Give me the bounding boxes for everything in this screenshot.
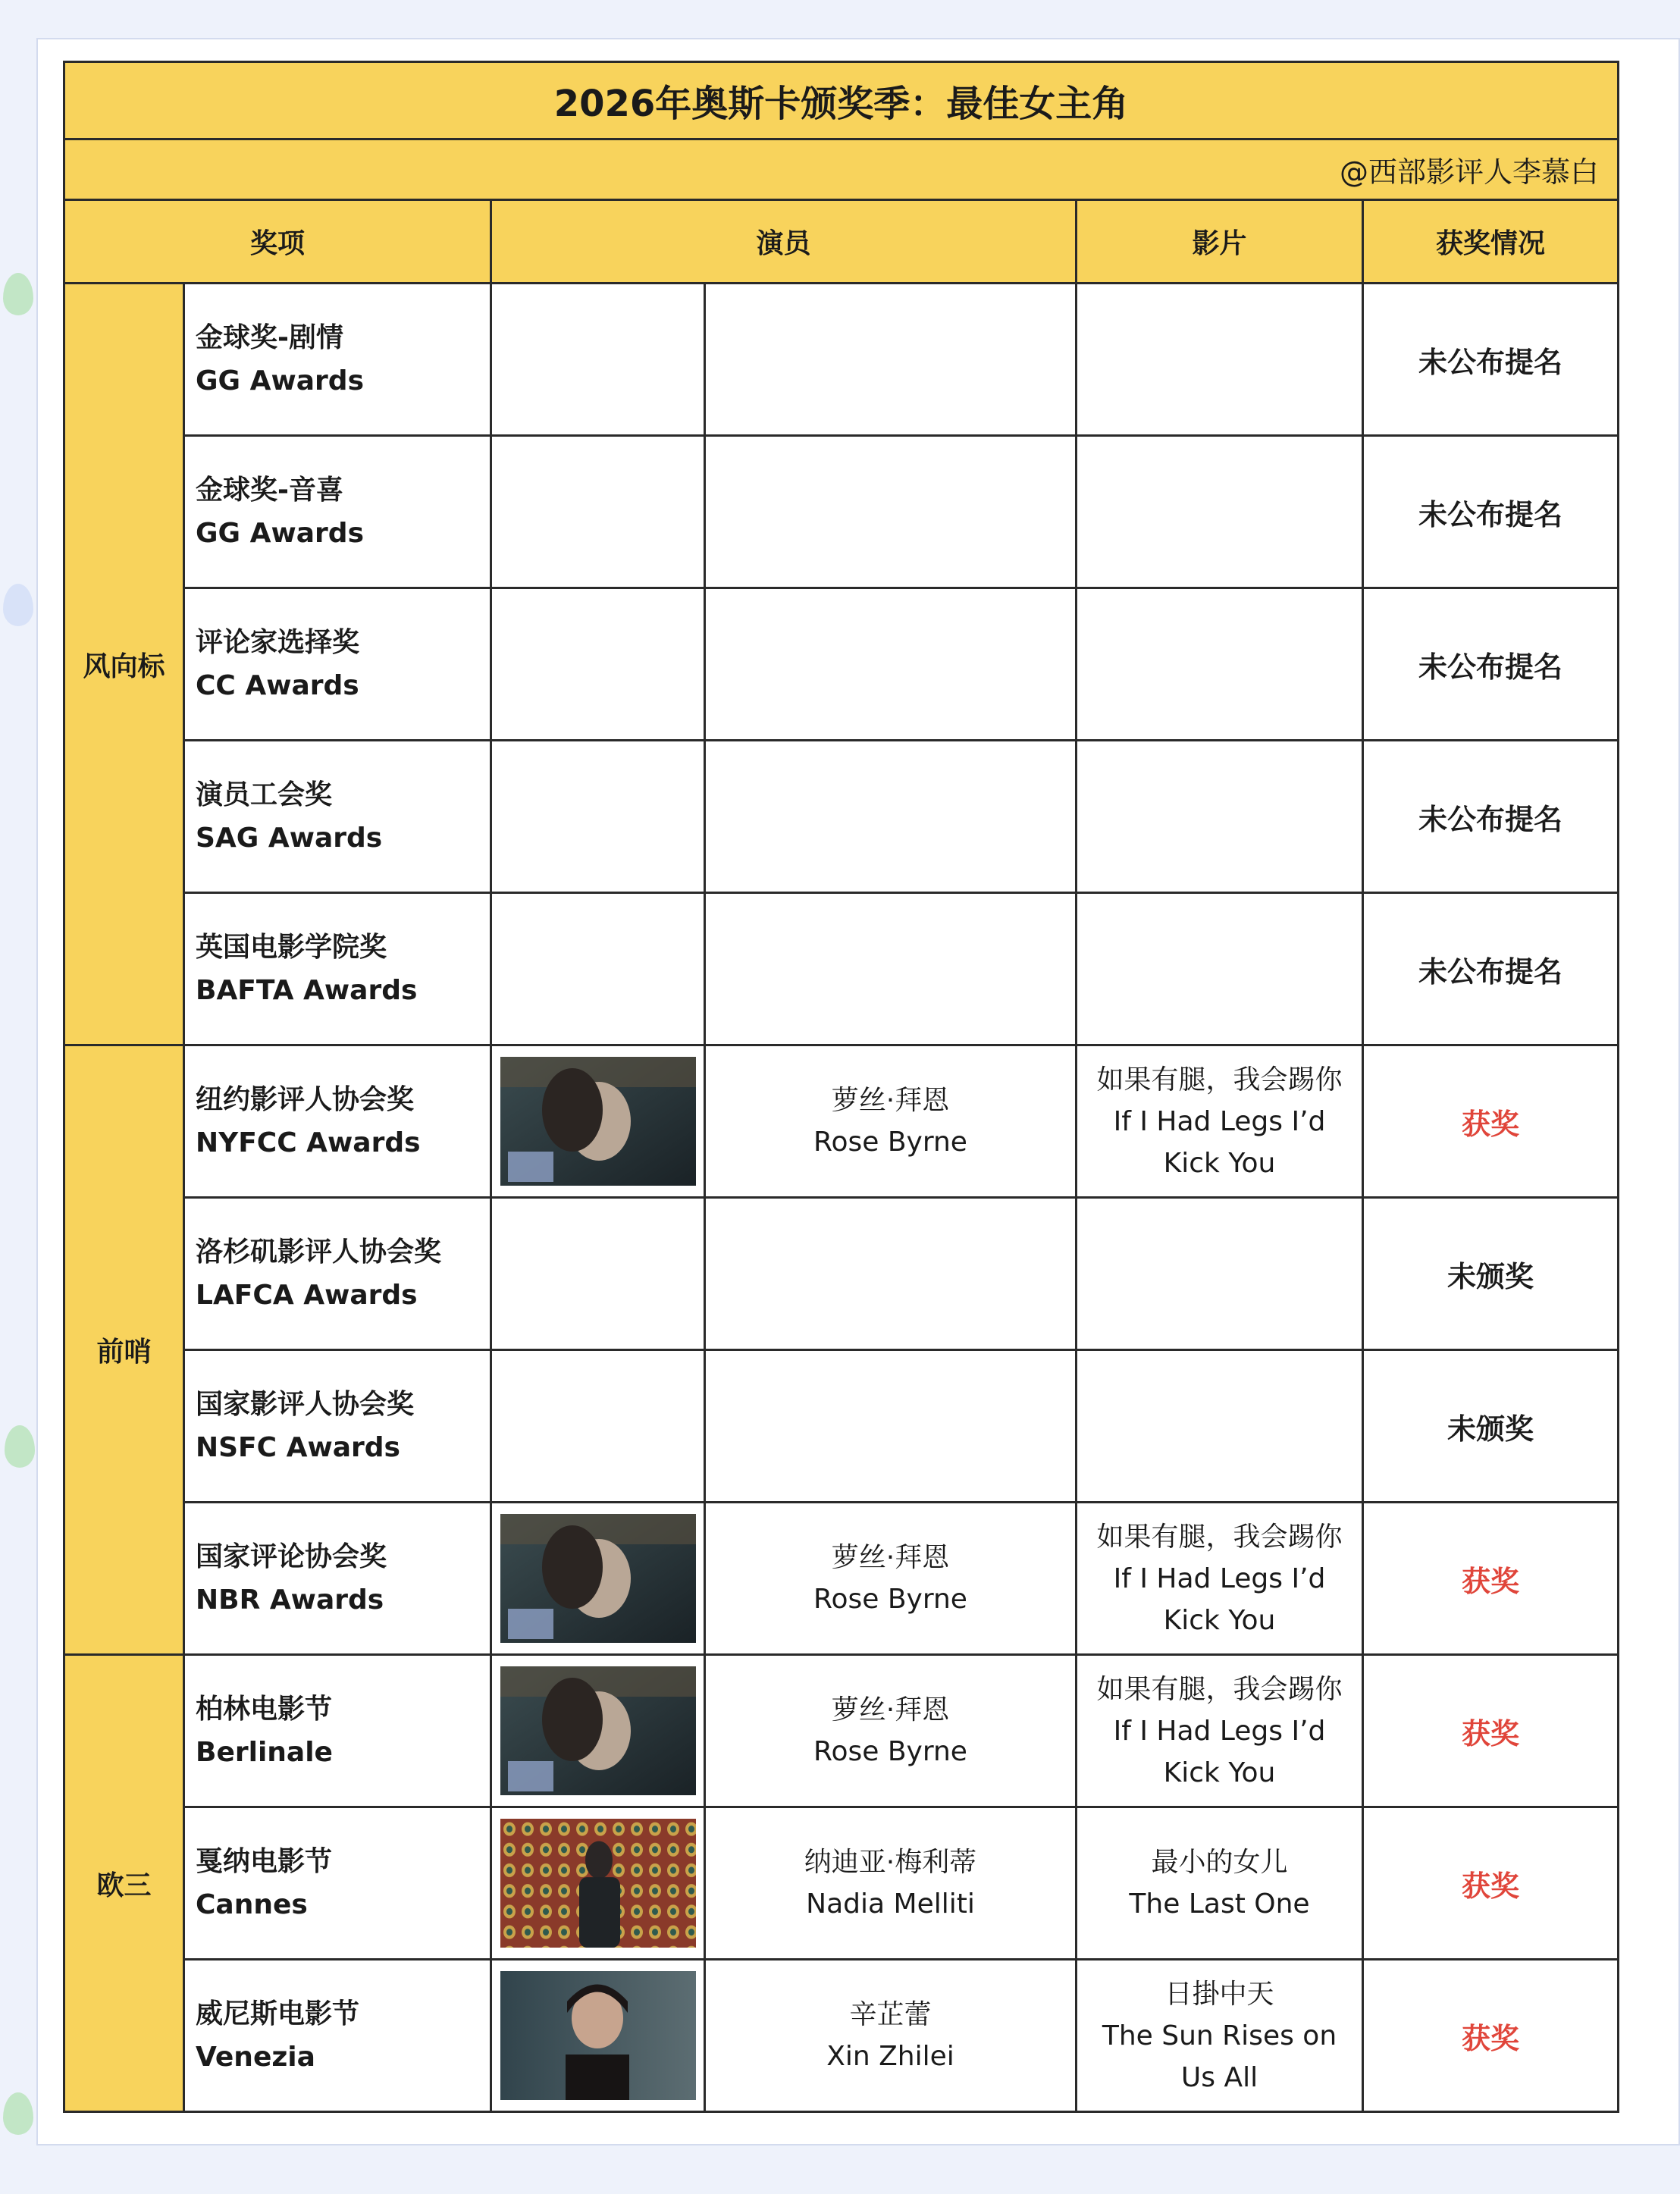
status-badge: 获奖 (1363, 1807, 1619, 1960)
actor-photo-cell (491, 1503, 705, 1655)
table-row (64, 284, 1619, 436)
decor-leaf-3 (5, 1425, 35, 1468)
page-title: 2026年奥斯卡颁奖季：最佳女主角 (64, 62, 1619, 139)
status-badge: 未公布提名 (1363, 893, 1619, 1045)
film-title: 日掛中天 The Sun Rises on Us All (1077, 1960, 1363, 2112)
table-row (64, 588, 1619, 741)
status-badge: 未公布提名 (1363, 588, 1619, 741)
award-name: 国家评论协会奖 NBR Awards (184, 1503, 491, 1655)
status-badge: 未公布提名 (1363, 741, 1619, 893)
author-credit: @西部影评人李慕白 (64, 139, 1619, 200)
status-badge: 未公布提名 (1363, 284, 1619, 436)
actor-name (705, 893, 1077, 1045)
actor-name (705, 1350, 1077, 1503)
actor-name: 辛芷蕾 Xin Zhilei (705, 1960, 1077, 2112)
status-badge: 获奖 (1363, 1960, 1619, 2112)
actor-name (705, 741, 1077, 893)
film-title (1077, 1198, 1363, 1350)
actor-photo-cell (491, 1655, 705, 1807)
table-row (64, 1350, 1619, 1503)
award-name: 戛纳电影节 Cannes (184, 1807, 491, 1960)
table-row (64, 893, 1619, 1045)
header-status: 获奖情况 (1363, 200, 1619, 284)
actor-photo-cell (491, 588, 705, 741)
status-badge: 未颁奖 (1363, 1350, 1619, 1503)
award-name: 评论家选择奖 CC Awards (184, 588, 491, 741)
actor-name (705, 284, 1077, 436)
award-name: 柏林电影节 Berlinale (184, 1655, 491, 1807)
header-actor: 演员 (491, 200, 1077, 284)
actor-photo-xin-zhilei (500, 1971, 696, 2100)
actor-photo-cell (491, 1807, 705, 1960)
table-row (64, 741, 1619, 893)
film-title: 最小的女儿 The Last One (1077, 1807, 1363, 1960)
actor-photo-cell (491, 1960, 705, 2112)
film-title: 如果有腿，我会踢你 If I Had Legs I’d Kick You (1077, 1503, 1363, 1655)
actor-photo-cell (491, 436, 705, 588)
actor-photo-cell (491, 284, 705, 436)
table-row (64, 1045, 1619, 1198)
header-film: 影片 (1077, 200, 1363, 284)
table-row (64, 1807, 1619, 1960)
decor-leaf-4 (3, 2092, 33, 2135)
actor-name: 萝丝·拜恩 Rose Byrne (705, 1655, 1077, 1807)
table-row (64, 436, 1619, 588)
film-title (1077, 436, 1363, 588)
status-badge: 获奖 (1363, 1045, 1619, 1198)
status-badge: 获奖 (1363, 1655, 1619, 1807)
status-badge: 未公布提名 (1363, 436, 1619, 588)
film-title (1077, 1350, 1363, 1503)
table-row (64, 1655, 1619, 1807)
table-row (64, 1503, 1619, 1655)
actor-photo-nadia-melliti (500, 1819, 696, 1948)
table-row (64, 1198, 1619, 1350)
award-name: 洛杉矶影评人协会奖 LAFCA Awards (184, 1198, 491, 1350)
actor-name: 萝丝·拜恩 Rose Byrne (705, 1503, 1077, 1655)
film-title (1077, 284, 1363, 436)
actor-name (705, 588, 1077, 741)
award-name: 纽约影评人协会奖 NYFCC Awards (184, 1045, 491, 1198)
category-precursor: 前哨 (64, 1045, 184, 1655)
actor-photo-rose-byrne (500, 1514, 696, 1643)
award-name: 演员工会奖 SAG Awards (184, 741, 491, 893)
status-badge: 未颁奖 (1363, 1198, 1619, 1350)
category-bellwether: 风向标 (64, 284, 184, 1045)
actor-name (705, 1198, 1077, 1350)
actor-name: 纳迪亚·梅利蒂 Nadia Melliti (705, 1807, 1077, 1960)
film-title (1077, 741, 1363, 893)
film-title (1077, 893, 1363, 1045)
actor-name (705, 436, 1077, 588)
actor-photo-rose-byrne (500, 1666, 696, 1795)
category-euro: 欧三 (64, 1655, 184, 2112)
actor-photo-cell (491, 1045, 705, 1198)
awards-table (63, 61, 1619, 2113)
award-name: 威尼斯电影节 Venezia (184, 1960, 491, 2112)
actor-photo-cell (491, 1198, 705, 1350)
actor-name: 萝丝·拜恩 Rose Byrne (705, 1045, 1077, 1198)
status-badge: 获奖 (1363, 1503, 1619, 1655)
film-title: 如果有腿，我会踢你 If I Had Legs I’d Kick You (1077, 1655, 1363, 1807)
decor-leaf-2 (3, 584, 33, 626)
award-name: 英国电影学院奖 BAFTA Awards (184, 893, 491, 1045)
actor-photo-cell (491, 1350, 705, 1503)
award-name: 金球奖-音喜 GG Awards (184, 436, 491, 588)
actor-photo-cell (491, 741, 705, 893)
decor-leaf-1 (3, 273, 33, 315)
table-row (64, 1960, 1619, 2112)
award-name: 国家影评人协会奖 NSFC Awards (184, 1350, 491, 1503)
film-title: 如果有腿，我会踢你 If I Had Legs I’d Kick You (1077, 1045, 1363, 1198)
award-name: 金球奖-剧情 GG Awards (184, 284, 491, 436)
actor-photo-rose-byrne (500, 1057, 696, 1186)
actor-photo-cell (491, 893, 705, 1045)
header-award: 奖项 (64, 200, 491, 284)
film-title (1077, 588, 1363, 741)
